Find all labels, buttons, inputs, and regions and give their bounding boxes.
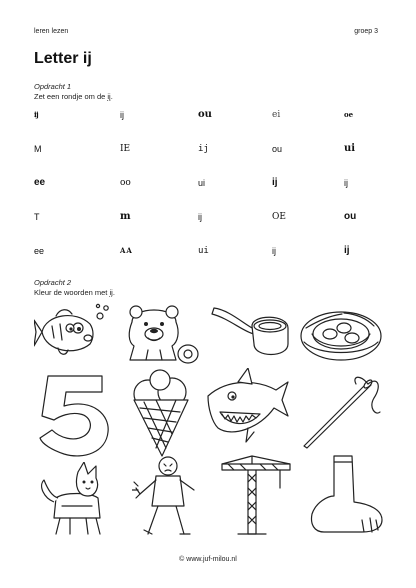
letter-row xyxy=(34,244,384,278)
crane-icon[interactable] xyxy=(220,454,292,537)
needle-icon[interactable] xyxy=(298,368,384,452)
opdracht1-title: Opdracht 1 xyxy=(34,82,72,91)
opdracht1-instruction xyxy=(34,92,113,101)
bear-icon[interactable] xyxy=(118,302,204,366)
man-in-pain-icon[interactable] xyxy=(132,454,206,537)
instruction-suffix: . xyxy=(112,288,115,297)
ice-cream-icon[interactable] xyxy=(126,368,196,458)
letter-cell[interactable]: M xyxy=(34,144,42,154)
letter-cell[interactable]: ij xyxy=(344,245,350,256)
letter-cell[interactable]: m xyxy=(120,211,131,222)
page-title: Letter ij xyxy=(34,50,92,67)
letter-cell[interactable]: ou xyxy=(272,144,283,154)
letter-cell[interactable]: ou xyxy=(344,211,357,222)
opdracht2-title: Opdracht 2 xyxy=(34,278,72,287)
letter-cell[interactable]: ij xyxy=(272,177,278,188)
fish-icon[interactable] xyxy=(34,302,114,364)
letter-cell[interactable]: ee xyxy=(34,246,45,256)
letter-cell[interactable]: ij xyxy=(272,246,276,256)
foot-icon[interactable] xyxy=(304,454,384,537)
letter-cell[interactable]: ij xyxy=(198,212,202,222)
letter-cell[interactable]: ee xyxy=(34,177,46,188)
instruction-target: ij xyxy=(107,92,111,101)
header-right: groep 3 xyxy=(354,28,378,35)
letter-row xyxy=(34,176,384,210)
instruction-suffix: . xyxy=(110,92,113,101)
picture-grid xyxy=(34,302,384,537)
instruction-text: Kleur de woorden met xyxy=(34,288,110,297)
letter-row xyxy=(34,108,384,142)
instruction-text: Zet een rondje om de xyxy=(34,92,108,101)
letter-row xyxy=(34,142,384,176)
letter-row xyxy=(34,210,384,244)
letter-cell[interactable]: oe xyxy=(344,110,354,119)
pipe-icon[interactable] xyxy=(208,304,294,364)
footer-copyright: © www.juf-milou.nl xyxy=(179,556,237,563)
letter-cell[interactable]: ui xyxy=(344,143,356,154)
fox-icon[interactable] xyxy=(34,462,118,537)
letter-cell[interactable]: oo xyxy=(120,178,131,188)
letter-cell[interactable]: AA xyxy=(120,246,133,255)
letter-cell[interactable]: ou xyxy=(198,109,212,120)
letter-cell[interactable]: ei xyxy=(272,110,281,120)
letter-cell[interactable]: ij xyxy=(120,110,124,120)
shark-icon[interactable] xyxy=(204,368,290,448)
letter-grid xyxy=(34,108,384,278)
header-left: leren lezen xyxy=(34,28,69,35)
number-five-icon[interactable] xyxy=(34,372,116,458)
letter-cell[interactable]: IE xyxy=(120,144,131,154)
instruction-target: ij xyxy=(109,288,113,297)
letter-cell[interactable]: ij xyxy=(198,144,209,154)
nest-icon[interactable] xyxy=(298,304,384,364)
letter-cell[interactable]: OE xyxy=(272,212,286,222)
letter-cell[interactable]: T xyxy=(34,212,40,222)
letter-cell[interactable]: ui xyxy=(198,246,209,256)
opdracht2-instruction xyxy=(34,288,115,297)
letter-cell[interactable]: ij xyxy=(34,110,39,119)
letter-cell[interactable]: ij xyxy=(344,178,348,188)
letter-cell[interactable]: ui xyxy=(198,178,206,188)
